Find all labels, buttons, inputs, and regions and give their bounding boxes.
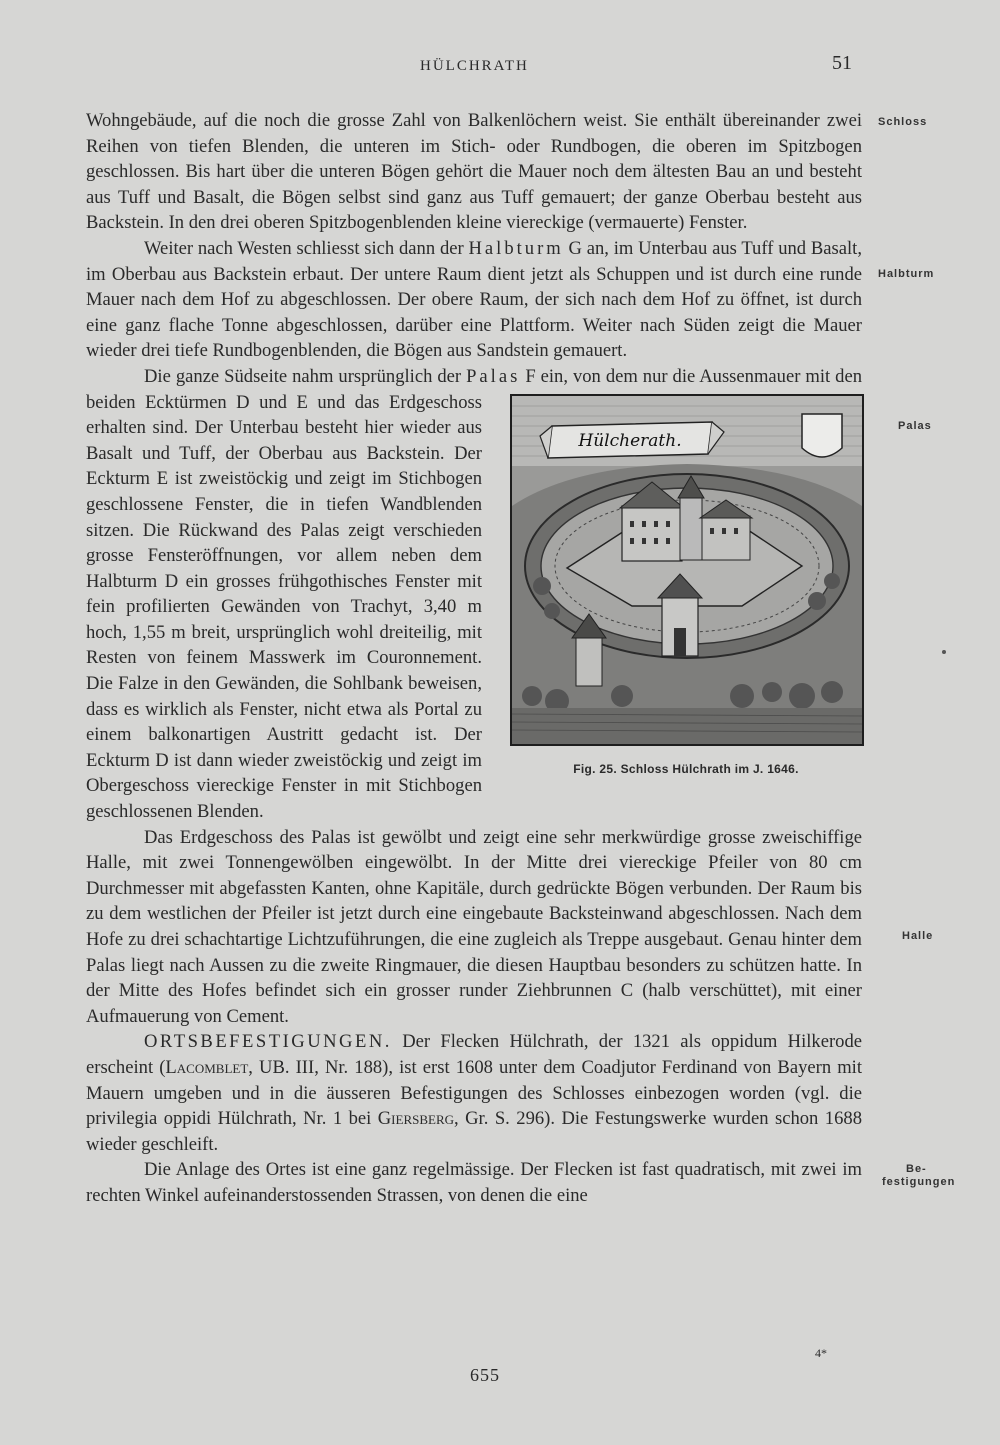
coat-of-arms-shield — [802, 414, 842, 457]
author-lacomblet: Lacomblet — [165, 1056, 249, 1078]
engraving-frame — [510, 394, 864, 746]
page-number-top: 51 — [832, 52, 852, 74]
paragraph-2: Weiter nach Westen schliesst sich dann der Halbturm G an, im Unterbau aus Tuff und Basalt, im Oberbau aus Backstein erbaut. Der untere Raum dient jetzt als Schuppen und ist durch eine runde Mauer nach dem Hof zu abgeschlossen. Der obere Raum, der sich nach dem Hof zu öffnet, ist durch eine ganz flache Tonne abgeschlossen, darüber eine Plattform. Weiter nach Süden zeigt die Mauer wieder drei tiefe Rundbogenblenden, die Bögen aus Sandstein gemauert. — [86, 237, 862, 362]
author-giersberg: Giersberg — [377, 1108, 455, 1130]
page-number-bottom: 655 — [470, 1365, 500, 1385]
term-halbturm: Halbturm — [468, 237, 564, 259]
paragraph-5: ORTSBEFESTIGUNGEN. Der Flecken Hülchrath, der 1321 als oppidum Hilkerode erscheint (Lacomblet, UB. III, Nr. 188), ist erst 1608 unter dem Coadjutor Ferdinand von Bayern mit Mauern umgeben und in die äusseren Befestigungen des Schlosses einbezogen worden (vgl. die privilegia oppidi Hülchrath, Nr. 1 bei Giersberg, Gr. S. 296). Die Festungswerke wurden schon 1688 wieder geschleift. — [86, 1031, 863, 1155]
term-palas: Palas — [466, 365, 521, 387]
ink-speck — [942, 650, 946, 654]
paragraph-6: Die Anlage des Ortes ist eine ganz regelmässige. Der Flecken ist fast quadratisch, mit zwei im rechten Winkel aufeinanderstossenden Strassen, von denen die eine — [86, 1159, 862, 1206]
figure-25 — [510, 394, 862, 808]
figure-caption: Fig. 25. Schloss Hülchrath im J. 1646. — [573, 761, 799, 776]
engraving-banner-text: Hülcherath. — [578, 430, 682, 451]
paragraph-1: Wohngebäude, auf die noch die grosse Zahl von Balkenlöchern weist. Sie enthält übereinander zwei Reihen von tiefen Blenden, die unteren im Stich- oder Rundbogen, die oberen im Spitzbogen geschlossen. Bis hart über die unteren Bögen gehört die Mauer noch dem ältesten Bau an und besteht aus Tuff und Basalt, die Bögen selbst sind ganz aus Tuff gemauert; der ganze Oberbau besteht aus Backstein. In den drei oberen Spitzbogenblenden kleine viereckige (vermauerte) Fenster. — [86, 110, 862, 234]
margin-note-palas: Palas — [898, 420, 932, 432]
paragraph-4: Das Erdgeschoss des Palas ist gewölbt und zeigt eine sehr merkwürdige grosse zweischiffige Halle, mit zwei Tonnengewölben eingewölbt. In der Mitte drei viereckige Pfeiler von 80 cm Durchmesser mit abgefassten Kanten, ohne Kapitäle, durch gedrückte Bögen verbunden. Der Raum bis zu dem westlichen der Pfeiler ist jetzt durch eine eingebaute Backsteinwand abgeschlossen. Nach dem Hofe zu drei schachtartige Lichtzuführungen, die eine zugleich als Treppe ausgebaut. Genau hinter dem Palas liegt nach Aussen zu die zweite Ringmauer, die diesen Hauptbau besonders zu schützen hatte. In der Mitte des Hofes befindet sich ein grosser runder Ziehbrunnen C (halb verschüttet), mit einer Aufmauerung von Cement. — [86, 826, 862, 1027]
section-heading: ORTSBEFESTIGUNGEN. — [144, 1031, 392, 1053]
paragraph-3-rest: F ein, von dem nur die Aussenmauer mit den beiden Ecktürmen D und E und das Erdgeschoss erhalten sind. Der Unterbau besteht hier wieder aus Basalt und Tuff, der Oberbau aus Backstein. Der Eckturm E ist zweistöckig und zeigt im Stichbogen geschlossene Fenster, die in tiefen Wandblenden sitzen. Die Rückwand des Palas zeigt verschieden grosse Fensteröffnungen, vor allem neben dem Halbturm D ein grosses frühgothisches Fenster mit fein profilierten Gewänden von Trachyt, 3,40 m hoch, 1,55 m breit, ursprünglich wohl dreiteilig, mit Resten von feinem Masswerk im Couronnement. Die Falze in den Gewänden, die Sohlbank beweisen, dass es wirklich als Fenster, nicht etwa als Portal zu einem balkonartigen Austritt gedacht ist. Der Eckturm D ist dann wieder zweistöckig und zeigt im Obergeschoss viereckige Fenster in mit Stichbogen geschlossenen Blenden. — [86, 365, 863, 823]
castle-engraving — [512, 396, 862, 744]
margin-note-halbturm: Halbturm — [878, 268, 935, 280]
margin-note-halle: Halle — [902, 930, 934, 942]
body-text — [86, 108, 862, 1209]
margin-note-befestigungen-2: festigungen — [882, 1176, 956, 1188]
margin-note-befestigungen-1: Be- — [906, 1163, 927, 1175]
running-title: HÜLCHRATH — [420, 58, 529, 74]
margin-note-schloss: Schloss — [878, 116, 928, 128]
paragraph-3: Die ganze Südseite nahm ursprünglich der Palas Hülcherath. Fig. 25. Schloss Hülchrath im J. 1646. F ein, von dem nur die Aussenmauer mit den beiden Ecktürmen D und E und das Erdgeschoss erhalten sind. Der Unterbau besteht hier wieder aus Basalt und Tuff, der Oberbau aus Backstein. Der Eckturm E ist zweistöckig und zeigt im Stichbogen geschlossene Fenster, die in tiefen Wandblenden sitzen. Die Rückwand des Palas zeigt verschieden grosse Fensteröffnungen, vor allem neben dem Halbturm D ein grosses frühgothisches Fenster mit fein profilierten Gewänden von Trachyt, 3,40 m hoch, 1,55 m breit, ursprünglich wohl dreiteilig, mit Resten von feinem Masswerk im Couronnement. Die Falze in den Gewänden, die Sohlbank beweisen, dass es wirklich als Fenster, nicht etwa als Portal zu einem balkonartigen Austritt gedacht ist. Der Eckturm D ist dann wieder zweistöckig und zeigt im Obergeschoss viereckige Fenster in mit Stichbogen geschlossenen Blenden. — [86, 365, 863, 823]
signature-mark: 4* — [815, 1346, 827, 1360]
